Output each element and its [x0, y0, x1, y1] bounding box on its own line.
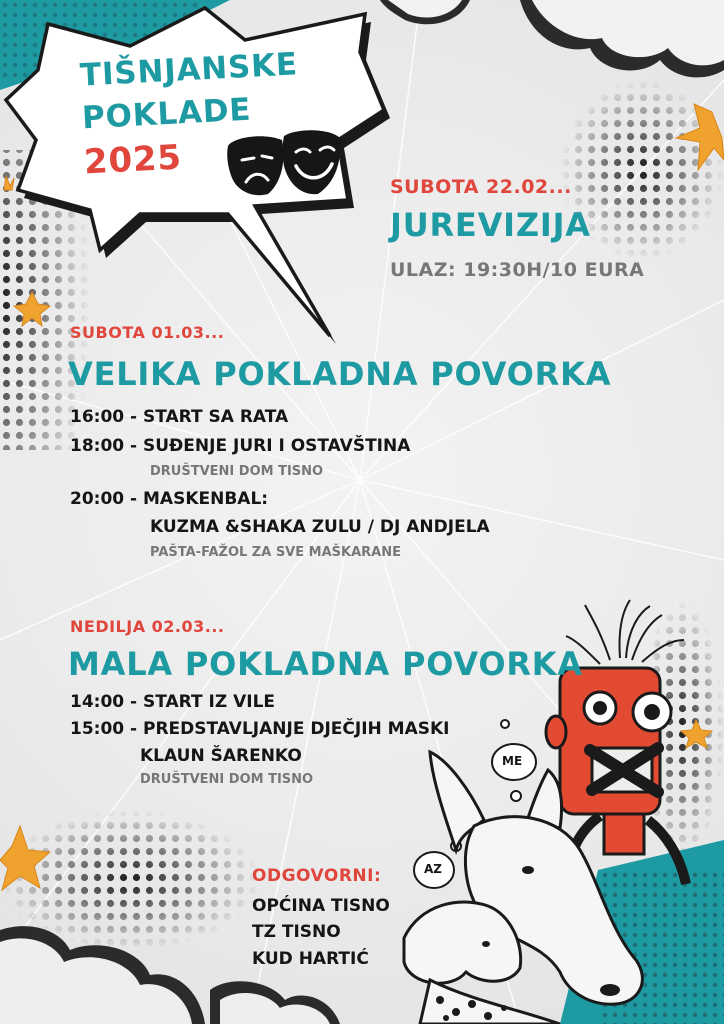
event2-item2-venue: DRUŠTVENI DOM TISNO	[150, 464, 324, 479]
event3-item2-venue: DRUŠTVENI DOM TISNO	[140, 772, 314, 787]
title-line-2: POKLADE	[81, 91, 253, 137]
title-line-1: TIŠNJANSKE	[79, 46, 299, 94]
event2-item3-note: PAŠTA-FAŽOL ZA SVE MAŠKARANE	[150, 545, 401, 560]
event2-item1: 16:00 - START SA RATA	[70, 407, 289, 427]
top-right-clouds	[380, 0, 724, 77]
responsible-org1: OPĆINA TISNO	[252, 896, 390, 916]
event3-date: NEDILJA 02.03...	[70, 617, 225, 636]
event1-entry: ULAZ: 19:30H/10 EURA	[390, 259, 645, 281]
event3-item1: 14:00 - START IZ VILE	[70, 692, 276, 712]
bubble-text-me: ME	[502, 754, 523, 768]
bubble-text-az: AZ	[424, 862, 442, 876]
event2-date: SUBOTA 01.03...	[70, 323, 225, 342]
event3-name: MALA POKLADNA POVORKA	[68, 645, 583, 683]
event3-item2-guest: KLAUN ŠARENKO	[140, 746, 302, 766]
title-year: 2025	[83, 137, 183, 183]
responsible-label: ODGOVORNI:	[252, 866, 382, 886]
responsible-org2: TZ TISNO	[252, 922, 341, 942]
event3-item2: 15:00 - PREDSTAVLJANJE DJEČJIH MASKI	[70, 719, 450, 739]
event2-item2: 18:00 - SUĐENJE JURI I OSTAVŠTINA	[70, 436, 411, 456]
responsible-org3: KUD HARTIĆ	[252, 949, 369, 969]
event2-item3: 20:00 - MASKENBAL:	[70, 489, 269, 509]
event1-date: SUBOTA 22.02...	[390, 176, 572, 198]
event2-item3-acts: KUZMA &SHAKA ZULU / DJ ANDJELA	[150, 517, 490, 537]
event2-name: VELIKA POKLADNA POVORKA	[68, 355, 612, 393]
event1-name: JUREVIZIJA	[390, 206, 591, 244]
